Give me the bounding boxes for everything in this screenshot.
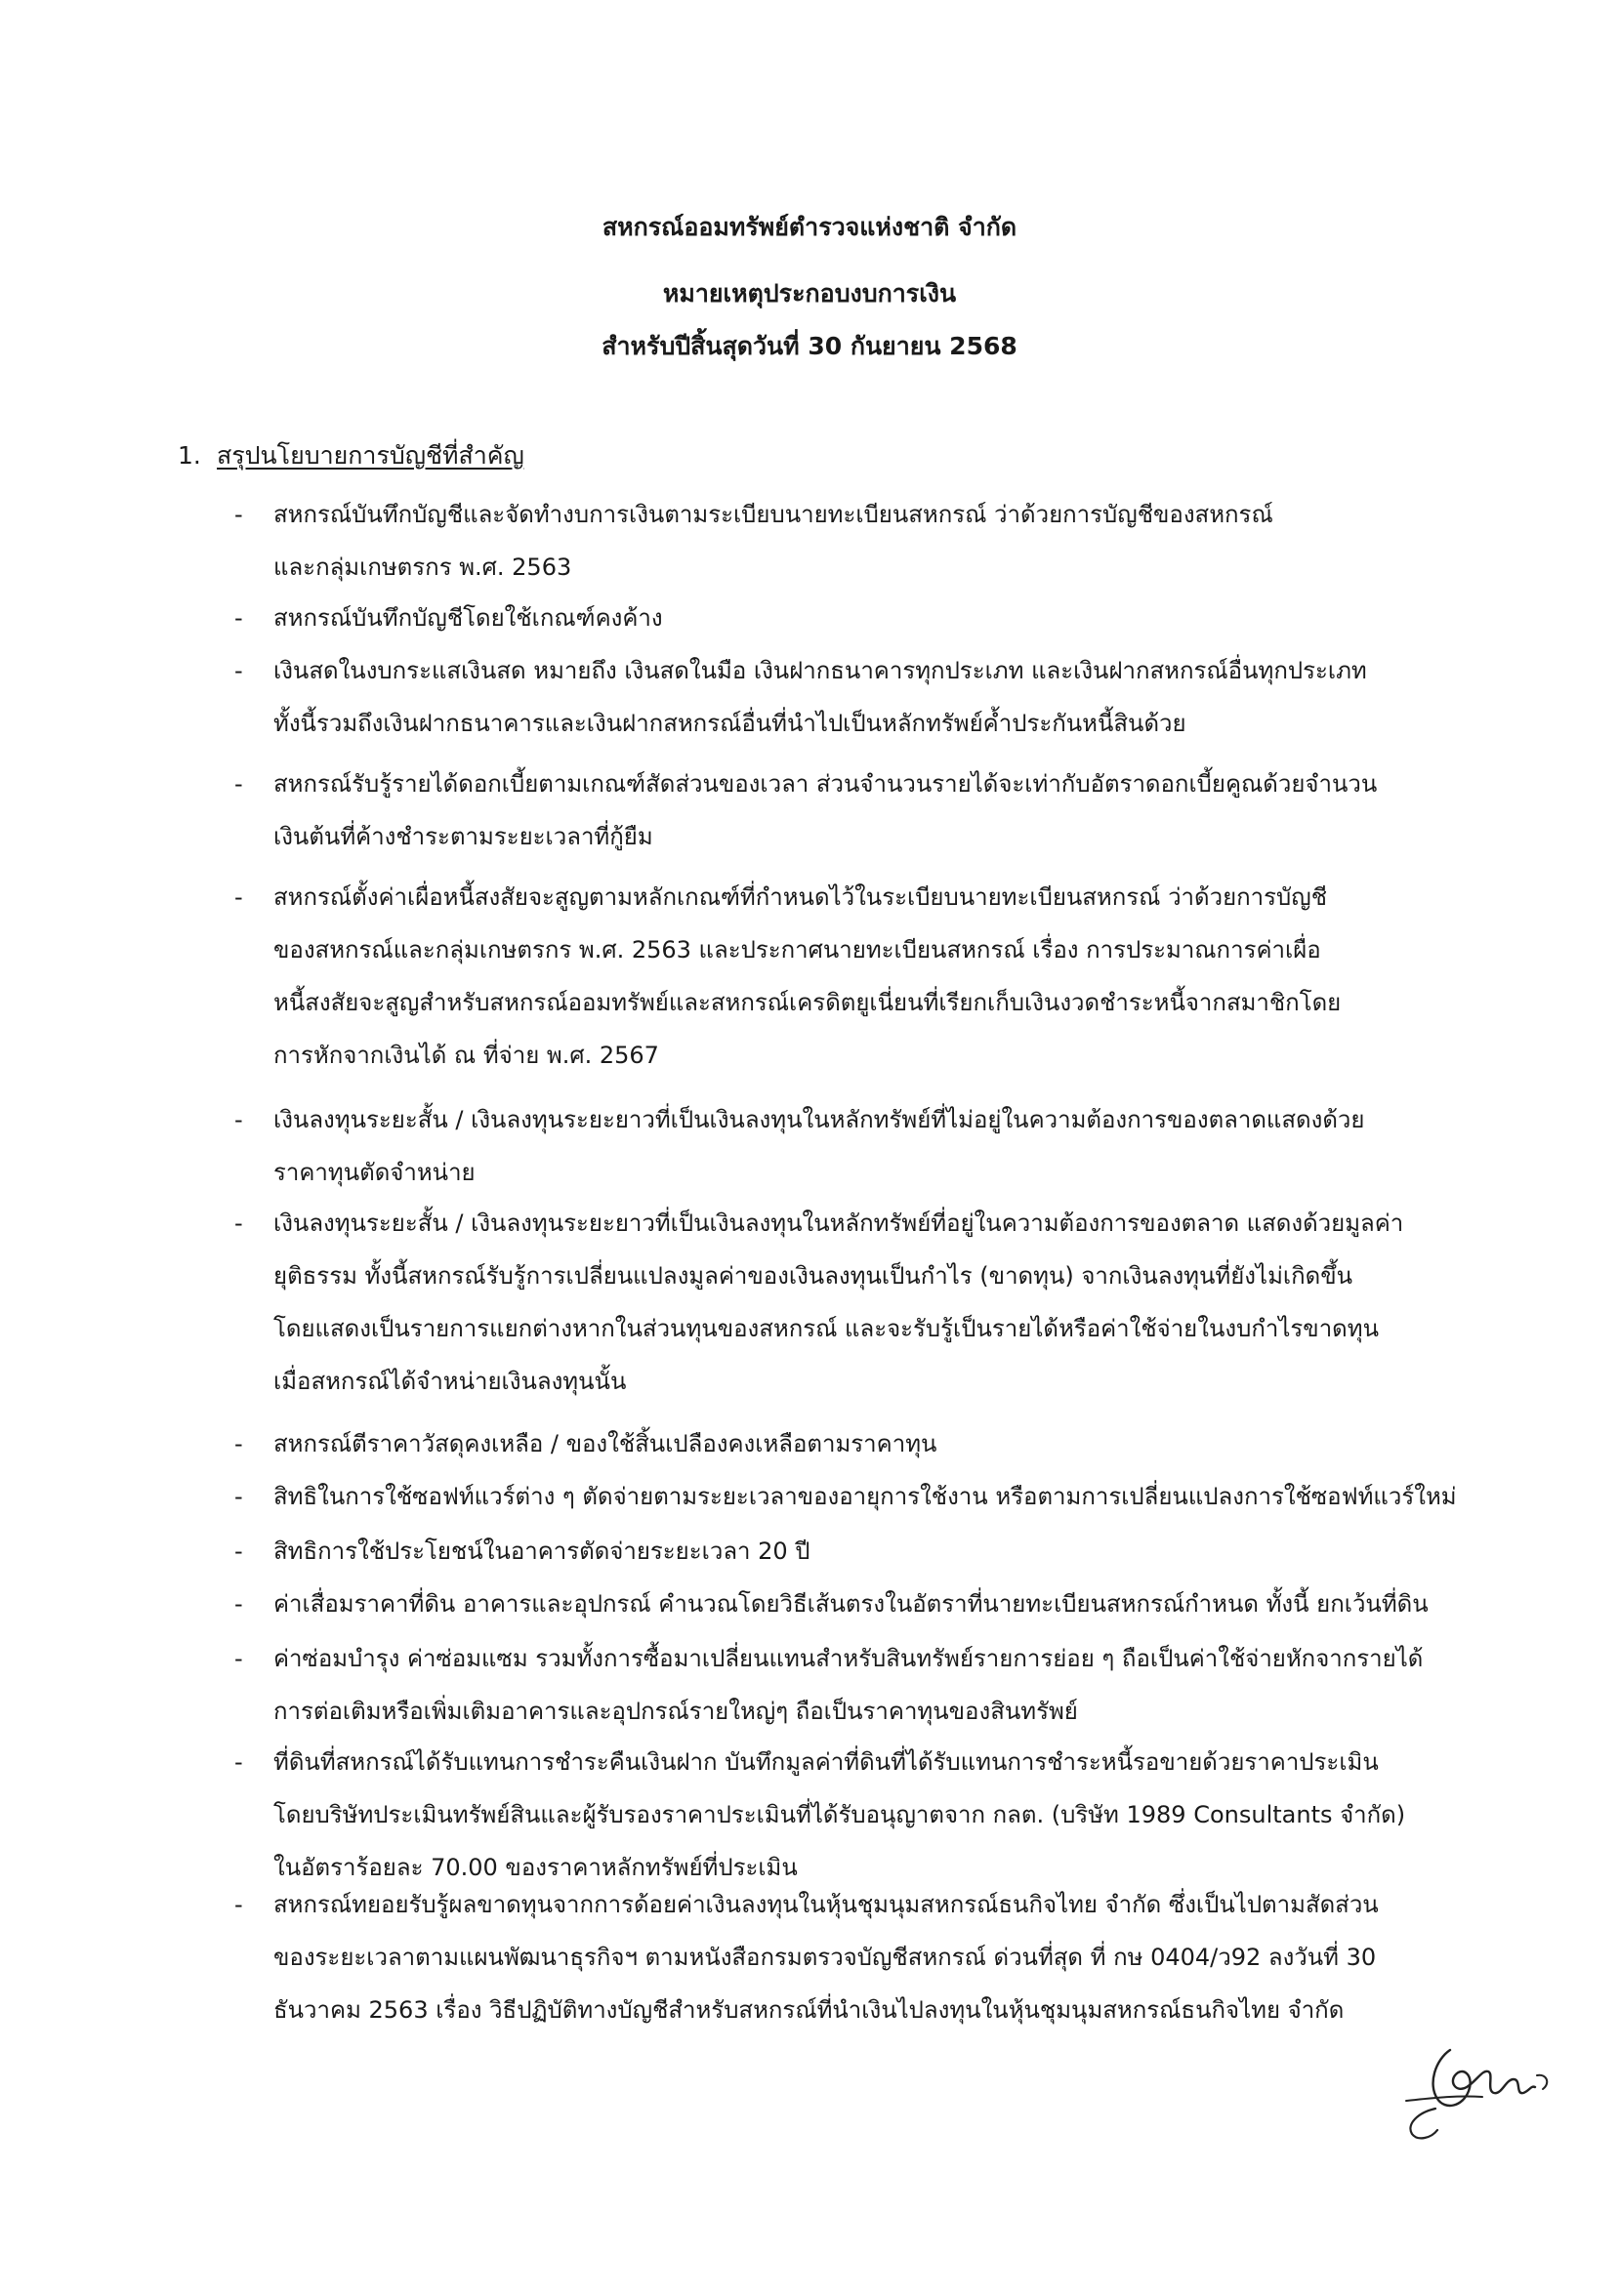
policy-item bbox=[234, 656, 1484, 761]
policy-item-line: สิทธิในการใช้ซอฟท์แวร์ต่าง ๆ ตัดจ่ายตามระยะเวลาของอายุการใช้งาน หรือตามการเปลี่ยนแปลงการใช้ซอฟท์แวร์ใหม่ bbox=[273, 1483, 1457, 1510]
policy-item-line: สหกรณ์ตั้งค่าเผื่อหนี้สงสัยจะสูญตามหลักเกณฑ์ที่กำหนดไว้ในระเบียบนายทะเบียนสหกรณ์ ว่าด้วยการบัญชี bbox=[273, 883, 1328, 911]
policy-item-line: ในอัตราร้อยละ 70.00 ของราคาหลักทรัพย์ที่ประเมิน bbox=[273, 1854, 798, 1881]
policy-item-line: สหกรณ์บันทึกบัญชีและจัดทำงบการเงินตามระเบียบนายทะเบียนสหกรณ์ ว่าด้วยการบัญชีของสหกรณ์ bbox=[273, 501, 1273, 528]
policy-item bbox=[234, 603, 1484, 656]
policy-item bbox=[234, 1890, 1484, 2048]
policy-item-line: สหกรณ์รับรู้รายได้ดอกเบี้ยตามเกณฑ์สัดส่วนของเวลา ส่วนจำนวนรายได้จะเท่ากับอัตราดอกเบี้ยคูณด้วยจำนวน bbox=[273, 770, 1378, 798]
bullet-dash: - bbox=[234, 1590, 243, 1618]
bullet-dash: - bbox=[234, 1645, 243, 1672]
policy-item bbox=[234, 1482, 1484, 1535]
bullet-dash: - bbox=[234, 1748, 243, 1776]
policy-item-line: ธันวาคม 2563 เรื่อง วิธีปฏิบัติทางบัญชีสำหรับสหกรณ์ที่นำเงินไปลงทุนในหุ้นชุมนุมสหกรณ์ธนกิจไทย จำกัด bbox=[273, 1996, 1345, 2024]
policy-item-line: และกลุ่มเกษตรกร พ.ศ. 2563 bbox=[273, 554, 572, 581]
policy-item-line: การหักจากเงินได้ ณ ที่จ่าย พ.ศ. 2567 bbox=[273, 1042, 659, 1069]
policy-item-line: ทั้งนี้รวมถึงเงินฝากธนาคารและเงินฝากสหกรณ์อื่นที่นำไปเป็นหลักทรัพย์ค้ำประกันหนี้สินด้วย bbox=[273, 710, 1186, 737]
policy-item-line: ของระยะเวลาตามแผนพัฒนาธุรกิจฯ ตามหนังสือกรมตรวจบัญชีสหกรณ์ ด่วนที่สุด ที่ กษ 0404/ว92 ลงวันที่ 30 bbox=[273, 1944, 1377, 1971]
header-period: สำหรับปีสิ้นสุดวันที่ 30 กันยายน 2568 bbox=[602, 332, 1017, 360]
bullet-dash: - bbox=[234, 1106, 243, 1133]
bullet-dash: - bbox=[234, 1538, 243, 1565]
policy-item bbox=[234, 769, 1484, 875]
bullet-dash: - bbox=[234, 604, 243, 632]
policy-item-line: เงินสดในงบกระแสเงินสด หมายถึง เงินสดในมือ เงินฝากธนาคารทุกประเภท และเงินฝากสหกรณ์อื่นทุกประเภท bbox=[273, 657, 1367, 684]
policy-item-line: ของสหกรณ์และกลุ่มเกษตรกร พ.ศ. 2563 และประกาศนายทะเบียนสหกรณ์ เรื่อง การประมาณการค่าเผื่อ bbox=[273, 936, 1321, 964]
policy-item bbox=[234, 1209, 1484, 1419]
bullet-dash: - bbox=[234, 1483, 243, 1510]
header-organization-name: สหกรณ์ออมทรัพย์ตำรวจแห่งชาติ จำกัด bbox=[602, 213, 1017, 241]
policy-item-line: ที่ดินที่สหกรณ์ได้รับแทนการชำระคืนเงินฝาก บันทึกมูลค่าที่ดินที่ได้รับแทนการชำระหนี้รอขายด้วยราคาประเมิน bbox=[273, 1748, 1379, 1776]
policy-item-line: โดยแสดงเป็นรายการแยกต่างหากในส่วนทุนของสหกรณ์ และจะรับรู้เป็นรายได้หรือค่าใช้จ่ายในงบกำไรขาดทุน bbox=[273, 1315, 1379, 1342]
policy-item-line: ค่าซ่อมบำรุง ค่าซ่อมแซม รวมทั้งการซื้อมาเปลี่ยนแทนสำหรับสินทรัพย์รายการย่อย ๆ ถือเป็นค่าใช้จ่ายหักจากรายได้ bbox=[273, 1645, 1424, 1672]
policy-item bbox=[234, 1429, 1484, 1482]
policy-item-line: สหกรณ์บันทึกบัญชีโดยใช้เกณฑ์คงค้าง bbox=[273, 604, 663, 632]
bullet-dash: - bbox=[234, 657, 243, 684]
policy-item bbox=[234, 1537, 1484, 1589]
policy-item-line: สหกรณ์ทยอยรับรู้ผลขาดทุนจากการด้อยค่าเงินลงทุนในหุ้นชุมนุมสหกรณ์ธนกิจไทย จำกัด ซึ่งเป็นไปตามสัดส่วน bbox=[273, 1891, 1379, 1918]
policy-item-line: เงินลงทุนระยะสั้น / เงินลงทุนระยะยาวที่เป็นเงินลงทุนในหลักทรัพย์ที่ไม่อยู่ในความต้องการของตลาดแสดงด้วย bbox=[273, 1106, 1365, 1133]
policy-item-line: เมื่อสหกรณ์ได้จำหน่ายเงินลงทุนนั้น bbox=[273, 1368, 627, 1395]
policy-item-line: หนี้สงสัยจะสูญสำหรับสหกรณ์ออมทรัพย์และสหกรณ์เครดิตยูเนี่ยนที่เรียกเก็บเงินงวดชำระหนี้จากสมาชิกโดย bbox=[273, 989, 1342, 1016]
header-document-title: หมายเหตุประกอบงบการเงิน bbox=[662, 279, 957, 308]
policy-item-line: ราคาทุนตัดจำหน่าย bbox=[273, 1159, 476, 1186]
policy-item-line: การต่อเติมหรือเพิ่มเติมอาคารและอุปกรณ์รายใหญ่ๆ ถือเป็นราคาทุนของสินทรัพย์ bbox=[273, 1698, 1078, 1725]
policy-item bbox=[234, 882, 1484, 1093]
policy-item-line: สิทธิการใช้ประโยชน์ในอาคารตัดจ่ายระยะเวลา 20 ปี bbox=[273, 1538, 810, 1565]
policy-item bbox=[234, 1747, 1484, 1906]
policy-item-line: โดยบริษัทประเมินทรัพย์สินและผู้รับรองราคาประเมินที่ได้รับอนุญาตจาก กลต. (บริษัท 1989 Consultants จำกัด) bbox=[273, 1801, 1406, 1828]
bullet-dash: - bbox=[234, 1891, 243, 1918]
policy-item bbox=[234, 500, 1484, 605]
section-title: สรุปนโยบายการบัญชีที่สำคัญ bbox=[217, 441, 524, 470]
signature-mark bbox=[1367, 2030, 1562, 2148]
section-heading bbox=[178, 441, 524, 471]
bullet-dash: - bbox=[234, 501, 243, 528]
policy-item bbox=[234, 1589, 1484, 1642]
policy-item-line: สหกรณ์ตีราคาวัสดุคงเหลือ / ของใช้สิ้นเปลืองคงเหลือตามราคาทุน bbox=[273, 1430, 937, 1457]
bullet-dash: - bbox=[234, 883, 243, 911]
policy-item-line: ค่าเสื่อมราคาที่ดิน อาคารและอุปกรณ์ คำนวณโดยวิธีเส้นตรงในอัตราที่นายทะเบียนสหกรณ์กำหนด ทั้งนี้ ยกเว้นที่ดิน bbox=[273, 1590, 1429, 1618]
policy-item bbox=[234, 1644, 1484, 1749]
policy-item bbox=[234, 1105, 1484, 1210]
policy-item-line: เงินลงทุนระยะสั้น / เงินลงทุนระยะยาวที่เป็นเงินลงทุนในหลักทรัพย์ที่อยู่ในความต้องการของตลาด แสดงด้วยมูลค่า bbox=[273, 1210, 1404, 1237]
policy-item-line: ยุติธรรม ทั้งนี้สหกรณ์รับรู้การเปลี่ยนแปลงมูลค่าของเงินลงทุนเป็นกำไร (ขาดทุน) จากเงินลงทุนที่ยังไม่เกิดขึ้น bbox=[273, 1262, 1353, 1290]
bullet-dash: - bbox=[234, 1430, 243, 1457]
policy-item-line: เงินต้นที่ค้างชำระตามระยะเวลาที่กู้ยืม bbox=[273, 823, 653, 850]
bullet-dash: - bbox=[234, 1210, 243, 1237]
section-number: 1. bbox=[178, 441, 201, 470]
bullet-dash: - bbox=[234, 770, 243, 798]
